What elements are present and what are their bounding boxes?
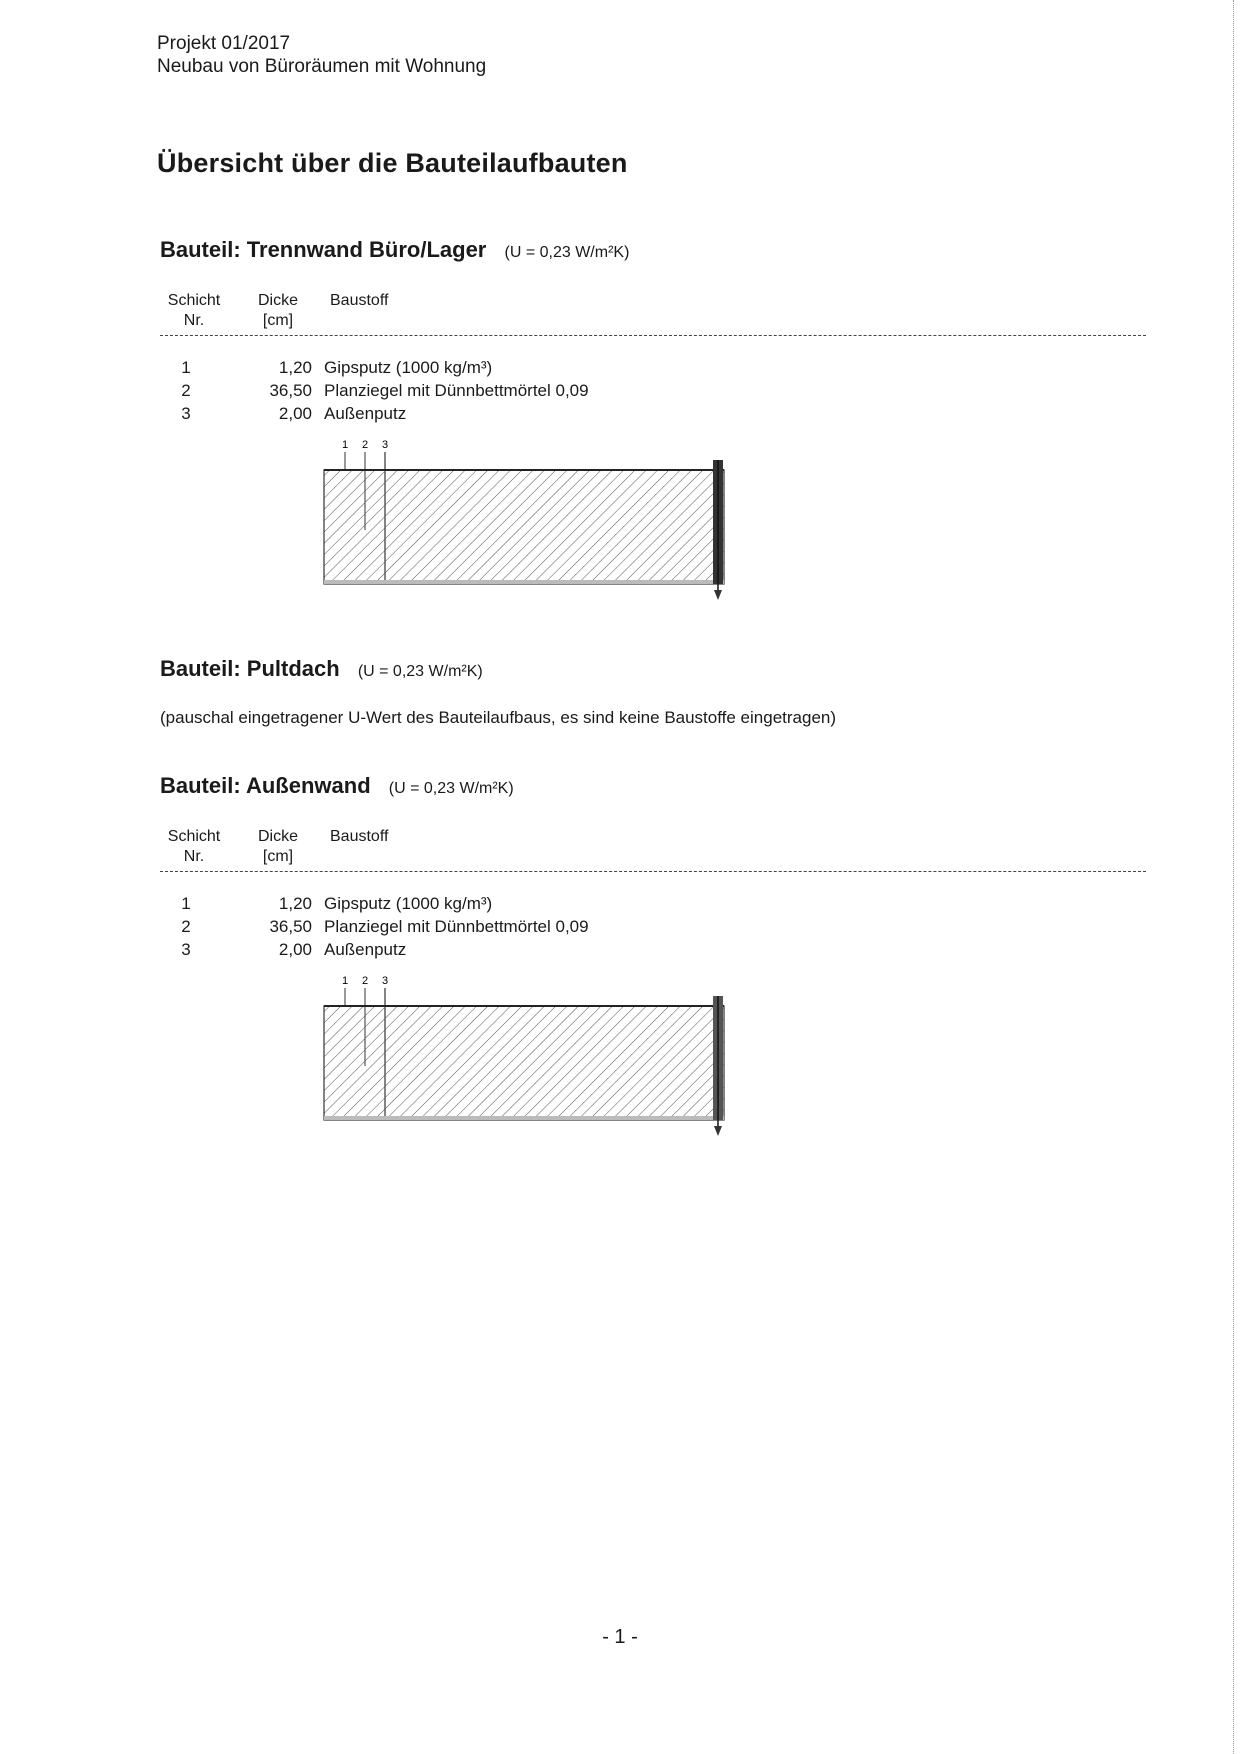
layer-baustoff: Planziegel mit Dünnbettmörtel 0,09 <box>324 917 589 936</box>
layer-baustoff: Gipsputz (1000 kg/m³) <box>324 894 493 913</box>
u-value: (U = 0,23 W/m²K) <box>388 780 514 797</box>
document-header <box>157 32 486 78</box>
diagram-label: 2 <box>361 975 369 987</box>
page-number: - 1 - <box>602 1626 638 1648</box>
header-dicke <box>250 291 306 331</box>
layer-nr: 3 <box>181 940 191 959</box>
header-baustoff: Baustoff <box>330 292 389 309</box>
layer-baustoff: Außenputz <box>324 940 407 959</box>
header-nr-label: Nr. <box>183 848 205 865</box>
layer-baustoff: Außenputz <box>324 404 407 423</box>
header-schicht-label: Schicht <box>167 292 221 309</box>
layer-dicke: 1,20 <box>278 358 312 377</box>
diagram-label: 3 <box>381 975 389 987</box>
layer-nr: 1 <box>181 894 191 913</box>
table-row <box>160 358 1060 381</box>
project-number: Projekt 01/2017 <box>157 33 291 54</box>
table-row <box>160 404 1060 427</box>
u-value: (U = 0,23 W/m²K) <box>504 244 630 261</box>
section-title <box>160 655 1150 686</box>
layer-nr: 1 <box>181 358 191 377</box>
table-divider <box>160 871 1146 872</box>
section-trennwand <box>160 236 1150 451</box>
layer-dicke: 2,00 <box>278 404 312 423</box>
section-label: Bauteil: Außenwand <box>160 773 371 798</box>
wall-section-diagram <box>320 434 740 604</box>
section-pultdach <box>160 655 1150 728</box>
layer-nr: 2 <box>181 381 191 400</box>
layer-dicke: 36,50 <box>269 381 312 400</box>
hatched-wall-layer <box>324 470 724 584</box>
header-baustoff: Baustoff <box>330 828 389 845</box>
page-title: Übersicht über die Bauteilaufbauten <box>157 148 628 178</box>
project-description: Neubau von Büroräumen mit Wohnung <box>157 56 487 77</box>
layer-baustoff: Gipsputz (1000 kg/m³) <box>324 358 493 377</box>
layer-baustoff: Planziegel mit Dünnbettmörtel 0,09 <box>324 381 589 400</box>
table-divider <box>160 335 1146 336</box>
diagram-label: 1 <box>341 975 349 987</box>
scan-edge <box>1231 0 1234 1754</box>
header-dicke-label: Dicke <box>257 828 298 845</box>
hatched-wall-layer <box>324 1006 724 1120</box>
header-dicke <box>250 827 306 867</box>
u-value: (U = 0,23 W/m²K) <box>357 663 483 680</box>
layer-dicke: 2,00 <box>278 940 312 959</box>
header-schicht-label: Schicht <box>167 828 221 845</box>
table-row <box>160 381 1060 404</box>
section-label: Bauteil: Pultdach <box>160 656 340 681</box>
layer-nr: 3 <box>181 404 191 423</box>
wall-section-diagram <box>320 970 740 1140</box>
layer-table <box>160 827 1150 987</box>
section-label: Bauteil: Trennwand Büro/Lager <box>160 237 487 262</box>
section-title <box>160 236 1150 267</box>
table-row <box>160 917 1060 940</box>
diagram-label: 1 <box>341 439 349 451</box>
layer-table <box>160 291 1150 451</box>
diagram-label: 3 <box>381 439 389 451</box>
section-note: (pauschal eingetragener U-Wert des Bauteilaufbaus, es sind keine Baustoffe eingetragen) <box>160 708 837 727</box>
header-schicht <box>162 291 226 331</box>
header-nr-label: Nr. <box>183 312 205 329</box>
table-row <box>160 894 1060 917</box>
section-title <box>160 772 1150 803</box>
header-dicke-label: Dicke <box>257 292 298 309</box>
layer-dicke: 1,20 <box>278 894 312 913</box>
layer-dicke: 36,50 <box>269 917 312 936</box>
section-aussenwand <box>160 772 1150 987</box>
header-cm-label: [cm] <box>262 312 294 329</box>
table-row <box>160 940 1060 963</box>
header-cm-label: [cm] <box>262 848 294 865</box>
header-schicht <box>162 827 226 867</box>
layer-nr: 2 <box>181 917 191 936</box>
diagram-label: 2 <box>361 439 369 451</box>
